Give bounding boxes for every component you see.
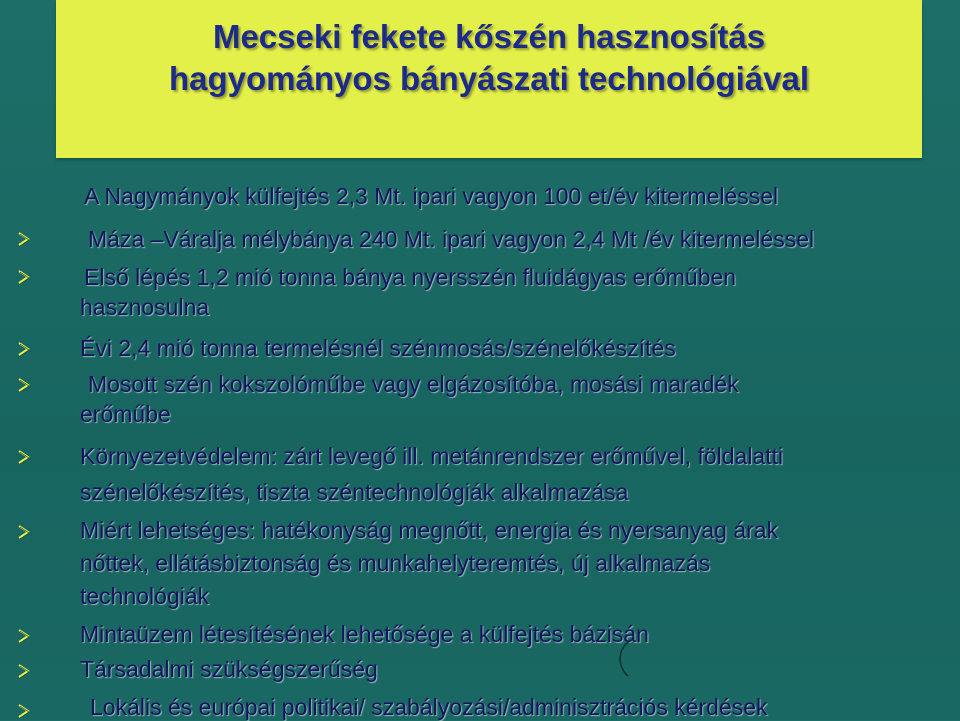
arrow-bullet-icon — [14, 229, 34, 249]
slide-title-line-1: Mecseki fekete kőszén hasznosítás — [212, 18, 766, 55]
text-line-11: nőttek, ellátásbiztonság és munkahelyteremtés, új alkalmazás — [80, 550, 711, 576]
slide-title-line-2: hagyományos bányászati technológiával — [168, 60, 810, 97]
text-line-15: Lokális és európai politikai/ szabályozási/adminisztrációs kérdések — [90, 694, 768, 720]
text-line-10: Miért lehetséges: hatékonyság megnőtt, energia és nyersanyag árak — [80, 517, 779, 543]
arrow-bullet-icon — [14, 267, 34, 287]
text-line-8: Környezetvédelem: zárt levegő ill. metánrendszer erőművel, földalatti — [80, 443, 784, 469]
text-line-13: Mintaüzem létesítésének lehetősége a külfejtés bázisán — [80, 621, 649, 647]
arrow-bullet-icon — [14, 626, 34, 646]
text-line-2: Máza –Váralja mélybánya 240 Mt. ipari vagyon 2,4 Mt /év kitermeléssel — [88, 226, 815, 252]
arrow-bullet-icon — [14, 522, 34, 542]
text-line-12: technológiák — [80, 583, 210, 609]
arrow-bullet-icon — [14, 661, 34, 681]
arrow-bullet-icon — [14, 701, 34, 721]
text-line-14: Társadalmi szükségszerűség — [80, 656, 378, 682]
arrow-bullet-icon — [14, 339, 34, 359]
arrow-bullet-icon — [14, 375, 34, 395]
text-line-6: Mosott szén kokszolóműbe vagy elgázosítóba, mosási maradék — [88, 371, 739, 397]
arrow-bullet-icon — [14, 447, 34, 467]
decorative-arc-icon — [612, 636, 638, 680]
text-line-3: Első lépés 1,2 mió tonna bánya nyersszén fluidágyas erőműben — [84, 264, 737, 290]
text-line-4: hasznosulna — [80, 294, 210, 320]
text-line-1: A Nagymányok külfejtés 2,3 Mt. ipari vagyon 100 et/év kitermeléssel — [84, 183, 779, 209]
text-line-5: Évi 2,4 mió tonna termelésnél szénmosás/szénelőkészítés — [80, 335, 676, 361]
text-line-9: szénelőkészítés, tiszta széntechnológiák alkalmazása — [80, 479, 629, 505]
text-line-7: erőműbe — [80, 401, 171, 427]
